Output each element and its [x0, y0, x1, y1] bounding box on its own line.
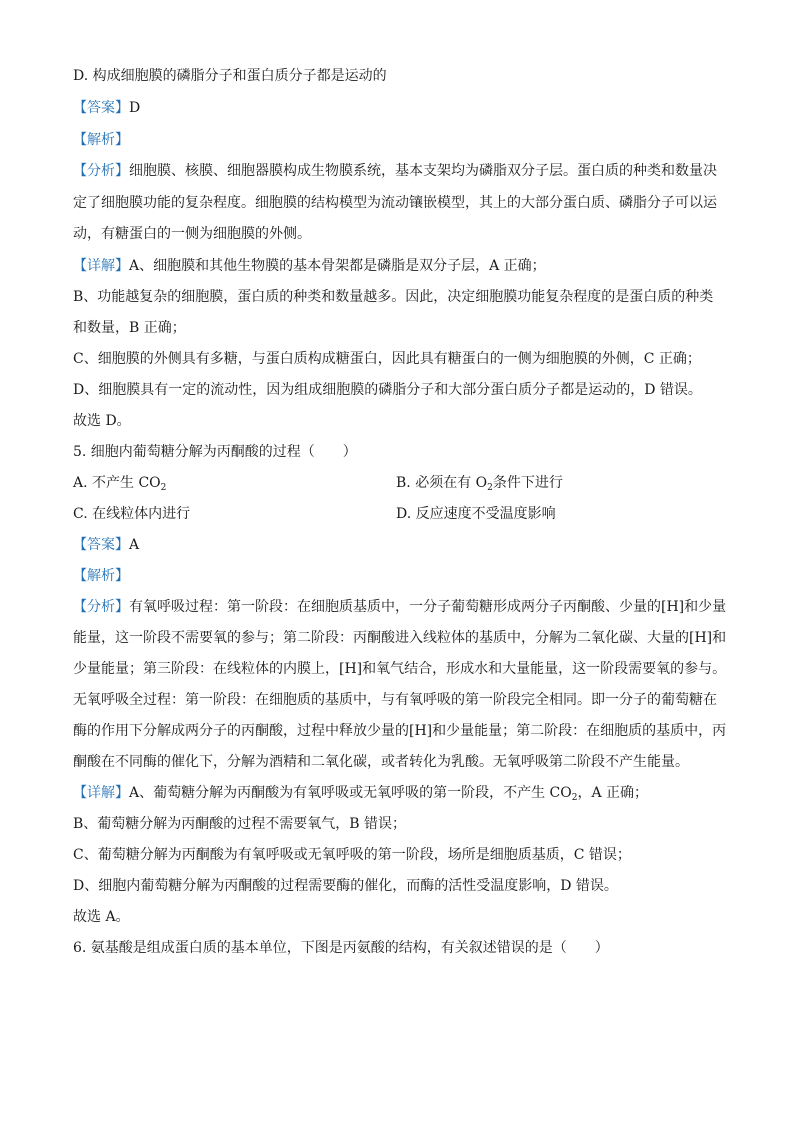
q5-stem: 5. 细胞内葡萄糖分解为丙酮酸的过程（ ）: [73, 444, 357, 460]
option-b-text-after: 条件下进行: [492, 475, 563, 491]
q4-xiangjie-line-1: [73, 257, 546, 275]
fenxi-tag: 【分析】: [73, 599, 129, 615]
fenxi-tag: 【分析】: [73, 163, 129, 179]
q5-conclusion: 故选 A。: [73, 909, 130, 925]
q4-xiangjie-b-1: B、功能越复杂的细胞膜，蛋白质的种类和数量越多。因此，决定细胞膜功能复杂程度的是蛋白质的种类: [73, 289, 714, 305]
fenxi-text: 有氧呼吸过程：第一阶段：在细胞质基质中，一分子葡萄糖形成两分子丙酮酸、少量的[H]和少量: [129, 599, 727, 615]
analysis-tag: 【解析】: [73, 132, 129, 148]
q4-xiangjie-d: D、细胞膜具有一定的流动性，因为组成细胞膜的磷脂分子和大部分蛋白质分子都是运动的，D 错误。: [73, 382, 702, 398]
xiangjie-tag: 【详解】: [73, 258, 129, 274]
analysis-tag: 【解析】: [73, 568, 129, 584]
xiangjie-subscript: 2: [571, 793, 578, 803]
q5-option-d: D. 反应速度不受温度影响: [396, 506, 556, 522]
q4-option-d: D. 构成细胞膜的磷脂分子和蛋白质分子都是运动的: [73, 68, 387, 84]
q5-option-a: [73, 474, 166, 492]
q5-option-b: [396, 474, 563, 492]
xiangjie-text-after: ，A 正确；: [577, 785, 649, 801]
xiangjie-text: A、葡萄糖分解为丙酮酸为有氧呼吸或无氧呼吸的第一阶段，不产生 CO: [129, 785, 572, 801]
q5-fenxi-line-2: 能量，这一阶段不需要氧的参与；第二阶段：丙酮酸进入线粒体的基质中，分解为二氧化碳、大量的[H]和: [73, 630, 727, 646]
q4-xiangjie-c: C、细胞膜的外侧具有多糖，与蛋白质构成糖蛋白，因此具有糖蛋白的一侧为细胞膜的外侧，C 正确；: [73, 351, 701, 367]
q5-fenxi-line-3: 少量能量；第三阶段：在线粒体的内膜上，[H]和氧气结合，形成水和大量能量，这一阶段需要氧的参与。: [73, 661, 727, 677]
option-b-text: B. 必须在有 O: [396, 475, 488, 491]
q4-answer: [73, 99, 140, 117]
q5-fenxi-line-6: 酮酸在不同酶的催化下，分解为酒精和二氧化碳，或者转化为乳酸。无氧呼吸第二阶段不产生能量。: [73, 754, 689, 770]
q4-conclusion: 故选 D。: [73, 413, 131, 429]
q4-xiangjie-b-2: 和数量，B 正确；: [73, 320, 186, 336]
q5-fenxi-line-4: 无氧呼吸全过程：第一阶段：在细胞质的基质中，与有氧呼吸的第一阶段完全相同。即一分子的葡萄糖在: [73, 692, 717, 708]
q5-xiangjie-b: B、葡萄糖分解为丙酮酸的过程不需要氧气，B 错误；: [73, 816, 407, 832]
q5-fenxi-line-5: 酶的作用下分解成两分子的丙酮酸，过程中释放少量的[H]和少量能量；第二阶段：在细胞质的基质中，丙: [73, 723, 727, 739]
answer-tag: 【答案】: [73, 537, 129, 553]
option-a-subscript: 2: [160, 483, 167, 493]
answer-tag: 【答案】: [73, 100, 129, 116]
q5-xiangjie-c: C、葡萄糖分解为丙酮酸为有氧呼吸或无氧呼吸的第一阶段，场所是细胞质基质，C 错误；: [73, 847, 631, 863]
answer-value: A: [129, 537, 140, 553]
q5-analysis-heading: [73, 567, 129, 585]
q4-fenxi-line-1: [73, 162, 717, 180]
q4-analysis-heading: [73, 131, 129, 149]
option-a-text: A. 不产生 CO: [73, 475, 161, 491]
xiangjie-text: A、细胞膜和其他生物膜的基本骨架都是磷脂是双分子层，A 正确；: [129, 258, 546, 274]
q5-xiangjie-line-1: [73, 784, 648, 802]
q4-fenxi-line-2: 定了细胞膜功能的复杂程度。细胞膜的结构模型为流动镶嵌模型，其上的大部分蛋白质、磷脂分子可以运: [73, 195, 717, 211]
q5-fenxi-line-1: [73, 598, 726, 616]
q5-xiangjie-d: D、细胞内葡萄糖分解为丙酮酸的过程需要酶的催化，而酶的活性受温度影响，D 错误。: [73, 878, 618, 894]
q5-answer: [73, 536, 139, 554]
xiangjie-tag: 【详解】: [73, 785, 129, 801]
option-b-subscript: 2: [487, 483, 493, 493]
answer-value: D: [129, 100, 141, 116]
q6-stem: 6. 氨基酸是组成蛋白质的基本单位，下图是丙氨酸的结构，有关叙述错误的是（ ）: [73, 940, 609, 956]
fenxi-text: 细胞膜、核膜、细胞器膜构成生物膜系统，基本支架均为磷脂双分子层。蛋白质的种类和数量决: [129, 163, 717, 179]
q5-option-c: C. 在线粒体内进行: [73, 506, 191, 522]
q4-fenxi-line-3: 动，有糖蛋白的一侧为细胞膜的外侧。: [73, 226, 311, 242]
